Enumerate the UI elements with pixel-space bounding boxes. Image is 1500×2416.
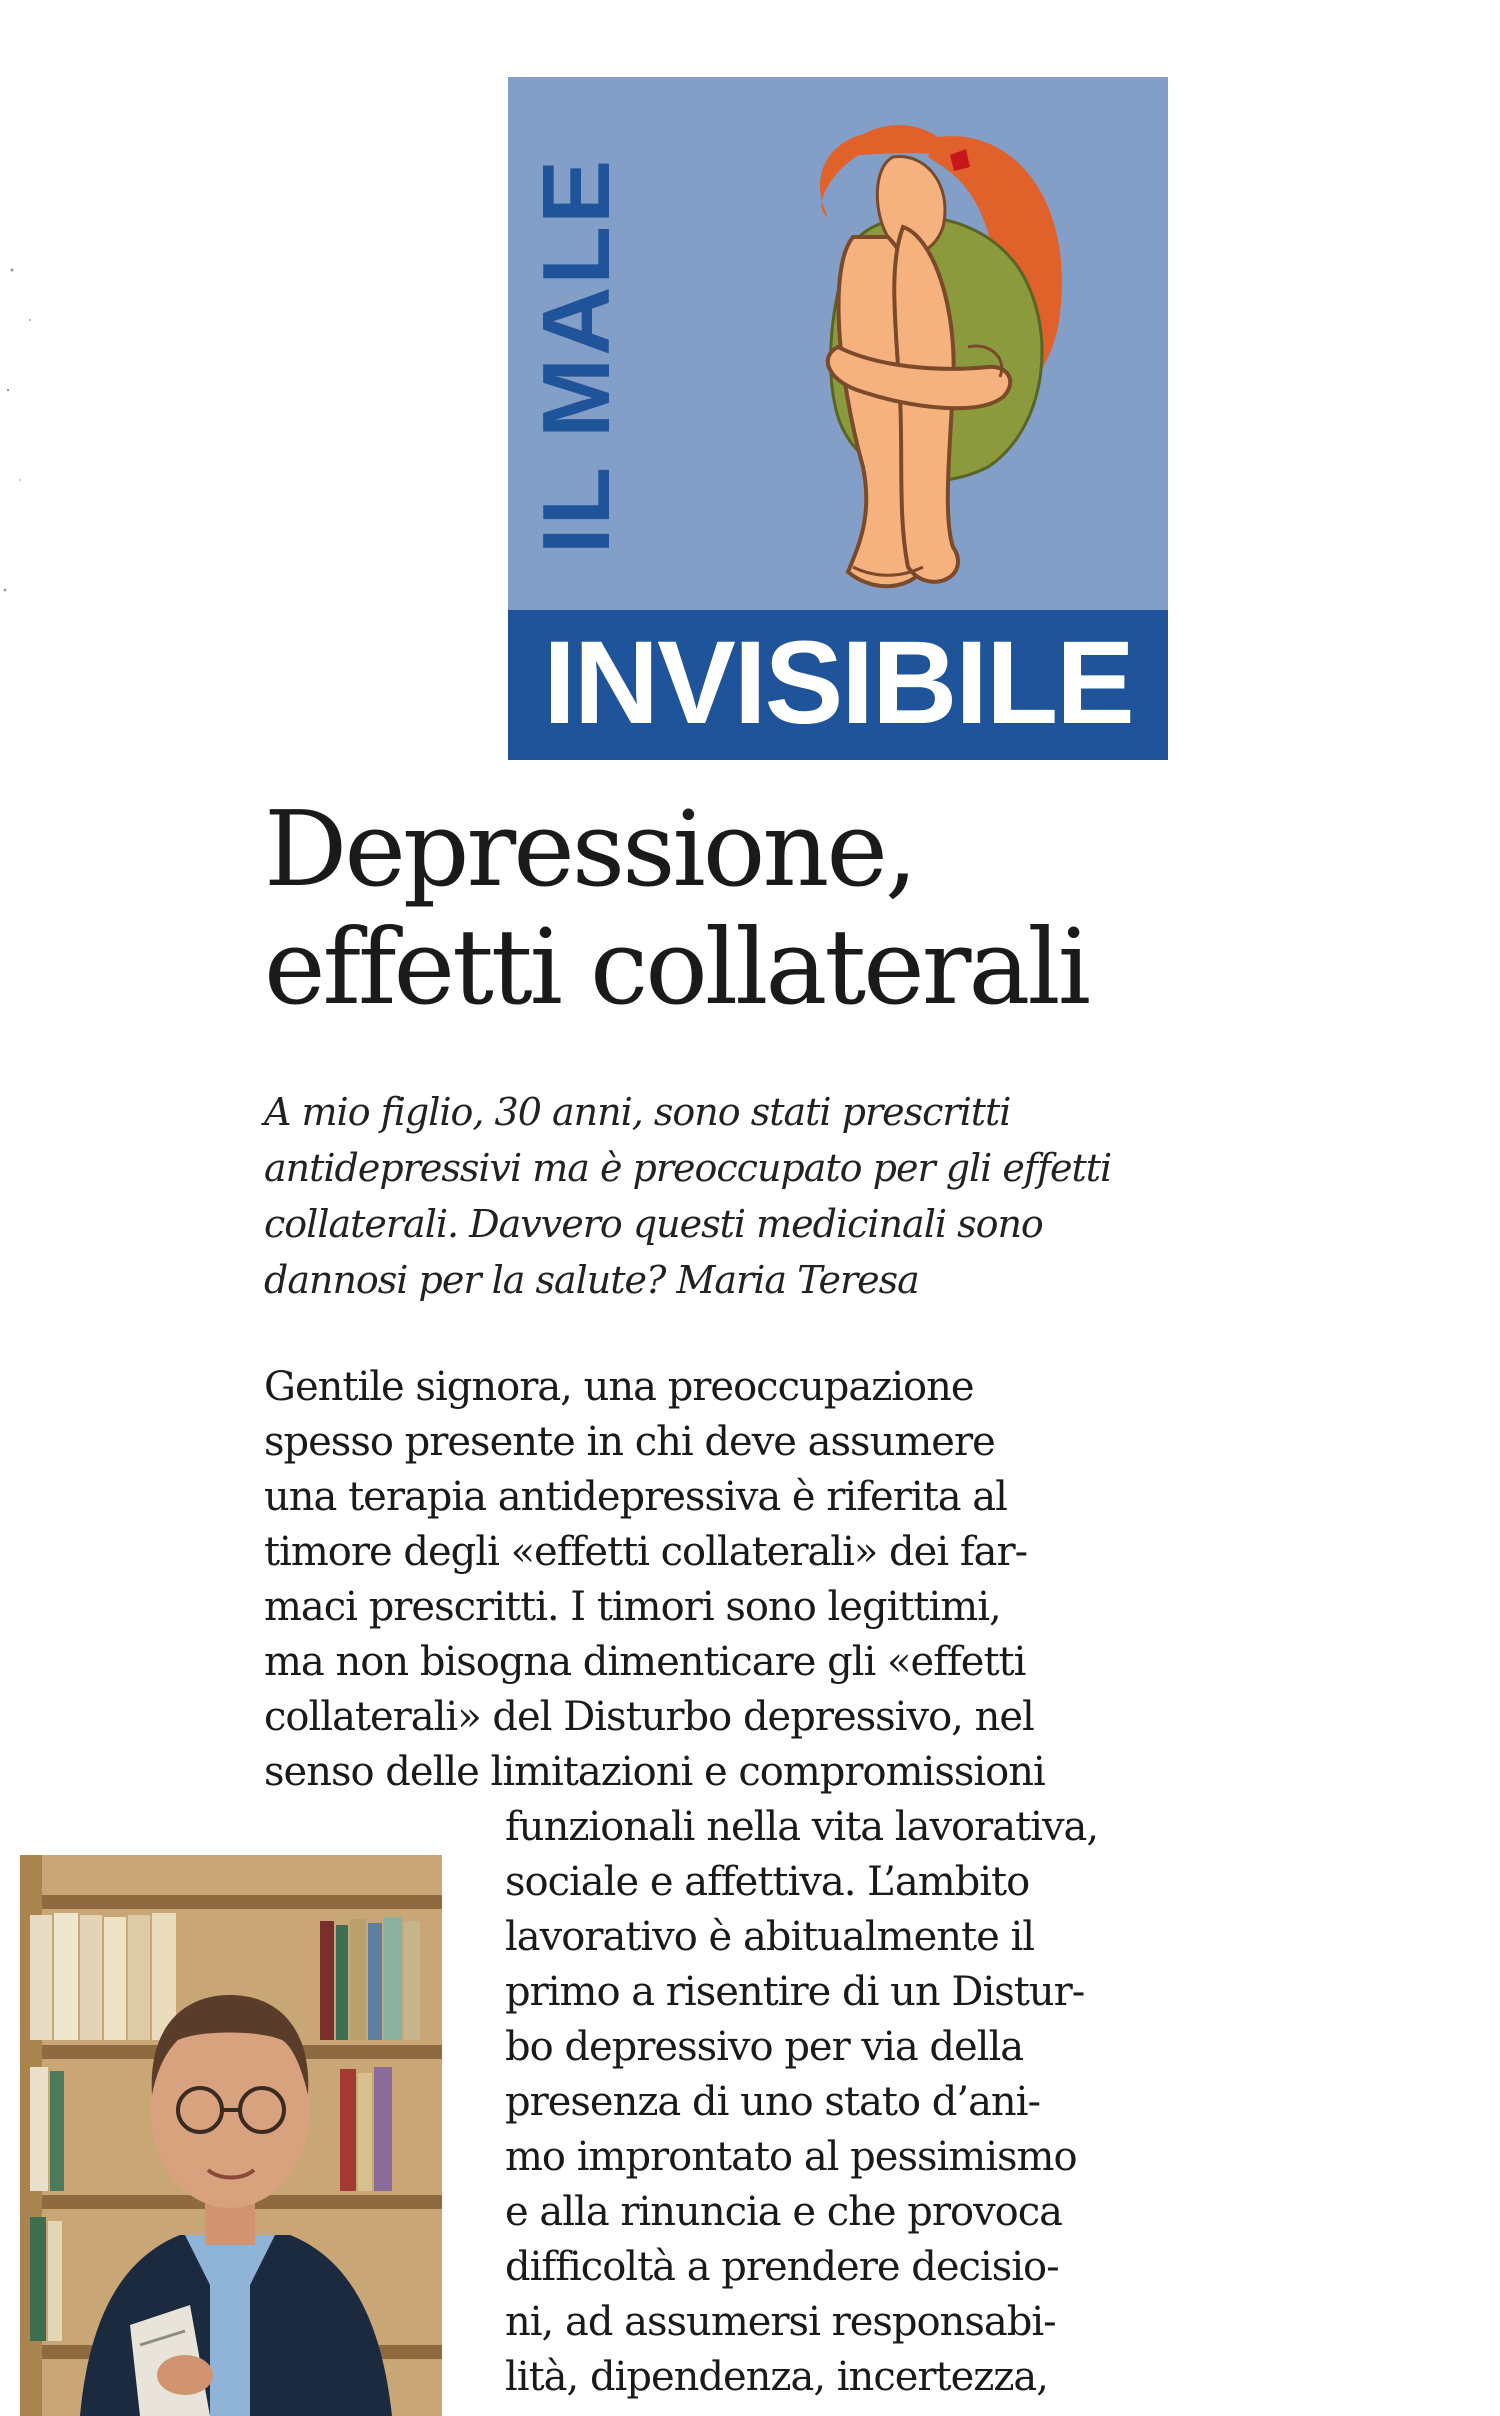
body-line: maci prescritti. I timori sono legittimi,	[264, 1584, 1001, 1630]
reader-question-line: antidepressivi ma è preoccupato per gli effetti	[264, 1146, 1112, 1190]
article-title-line: Depressione,	[264, 788, 915, 910]
body-line: ma non bisogna dimenticare gli «effetti	[264, 1639, 1026, 1685]
author-photo	[20, 1855, 442, 2416]
body-line: lavorativo è abitualmente il	[505, 1914, 1035, 1960]
body-line: lità, dipendenza, incertezza,	[505, 2354, 1048, 2400]
logo-vertical-title: IL MALE	[523, 157, 630, 555]
reader-question-line: collaterali. Davvero questi medicinali sono	[264, 1202, 1043, 1246]
body-line: sociale e affettiva. L’ambito	[505, 1859, 1030, 1905]
body-line: spesso presente in chi deve assumere	[264, 1419, 995, 1465]
logo-band	[508, 610, 1168, 760]
crouching-girl-illustration	[688, 97, 1108, 617]
body-line: una terapia antidepressiva è riferita al	[264, 1474, 1007, 1520]
body-line: e alla rinuncia e che provoca	[505, 2189, 1063, 2235]
body-line: funzionali nella vita lavorativa,	[505, 1804, 1099, 1850]
article-title	[264, 790, 1164, 1026]
body-line: ni, ad assumersi responsabi-	[505, 2299, 1056, 2345]
body-line: Gentile signora, una preoccupazione	[264, 1364, 974, 1410]
reader-question-line: A mio figlio, 30 anni, sono stati prescritti	[264, 1090, 1011, 1134]
body-line: difficoltà a prendere decisio-	[505, 2244, 1059, 2290]
reader-question	[264, 1084, 1164, 1308]
body-line: primo a risentire di un Distur-	[505, 1969, 1085, 2015]
body-line: collaterali» del Disturbo depressivo, nel	[264, 1694, 1034, 1740]
body-line: timore degli «effetti collaterali» dei far-	[264, 1529, 1028, 1575]
body-line: mo improntato al pessimismo	[505, 2134, 1077, 2180]
reader-question-line: dannosi per la salute? Maria Teresa	[264, 1258, 919, 1302]
author-portrait-image	[20, 1855, 442, 2416]
body-line: presenza di uno stato d’ani-	[505, 2079, 1040, 2125]
article-title-line: effetti collaterali	[264, 906, 1088, 1028]
scan-artifact	[0, 230, 200, 630]
body-line: bo depressivo per via della	[505, 2024, 1024, 2070]
body-line: senso delle limitazioni e compromissioni	[264, 1749, 1045, 1795]
section-logo	[508, 77, 1168, 760]
logo-horizontal-title: INVISIBILE	[543, 617, 1133, 749]
